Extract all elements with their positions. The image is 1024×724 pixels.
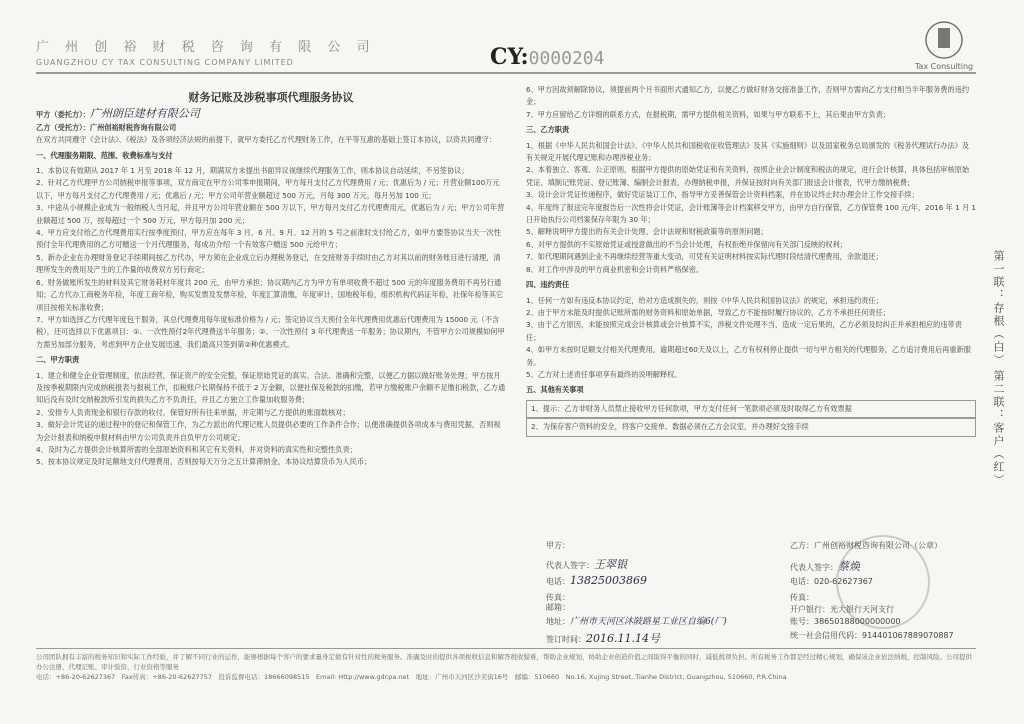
clause-2-5: 5、按本协议规定及时足额地支付代理费用，否则按每天万分之五计算滞纳金，本协议结算货币为人民币； xyxy=(36,457,372,467)
footer-description: 公司团队拥有丰富的税务知识和实际工作经验，并了解不同行业的运作，能够根据每个客户的要求量身定做有针对性的税务服务。准确及时的提供各项税收信息和解答税收疑难，帮助企业规划，协助企业创造价值之间取得平衡的同时，减低税项负担。所有税务工作都是经过精心规划，确保该企业依法纳税，控制风险。公司提供办公注册、代理记账、审计验资、行业资格等服务 xyxy=(36,648,976,672)
sign-date: 签订时间：2016.11.14号 xyxy=(546,632,660,645)
party-b-fax: 传真： xyxy=(790,593,814,602)
doc-no: 0000204 xyxy=(528,48,605,69)
logo-sub: Tax Consulting xyxy=(914,62,974,71)
clause-3-6: 6、对甲方提供的不实原始凭证或授意做出的不当会计处理，有权拒绝并保留向有关部门反映的权利； xyxy=(526,239,847,249)
clause-2-3: 3、做好会计凭证的递过程中的登记和保管工作，为乙方派出的代理记账人员提供必要的工作条件合作；以便准确提供各项成本与费用凭据，否则视为会计报表和纳税申报材料由甲方公司负责并自负甲方公司规定； xyxy=(36,420,501,442)
clause-1-4: 4、甲方应支付给乙方代理费用实行按季度预付，甲方应在每年 3 月、6 月、9 月、12 月的 5 号之前准时支付给乙方，如甲方要签协议当天一次性预付全年代理费用的乙方可赠送一个月代理服务，每成功介绍一个有效客户赠送 500 元给甲方； xyxy=(36,228,501,250)
note-2: 2、为保存客户资料的安全，将客户交接单、数据必须在乙方会议室，并办理好交接手续 xyxy=(526,418,976,436)
party-a-signature: 王翠银 xyxy=(594,558,627,571)
section-5-title: 五、其他有关事项 xyxy=(526,385,584,395)
copy-label-1: 第一联：存根（白） xyxy=(992,250,1005,367)
clause-1-5: 5、新办企业在办理财务登记手续期间按乙方代办，甲方须在企业成立后办理税务登记，在交接财务手续时由乙方对其以前的财务账目进行清理，清理所发生的费用及产生的工作量的收费双方另行商定； xyxy=(36,252,501,275)
clause-1-6: 6、财务做账所发生的材料及其它财务耗材年度共 200 元，由甲方承担；协议期内乙方为甲方有单项收费不超过 500 元的年度服务费用不再另行通知；乙方代办工商税务年检，年度工商年检，购买发票及发票年检，年度汇算清缴，年度审计，国地税年检，组织机构代码证年检，社保年检等其它项目按相关标准收费； xyxy=(36,277,504,312)
intro: 在双方共同遵守《会计法》、《税法》及各项经济法规的前提下，就甲方委托乙方代理财务工作，在平等互惠的基础上签订本协议，以资共同遵守： xyxy=(36,135,496,145)
clause-3-5: 5、解释说明甲方提出的有关会计处理、会计法规和财税政策等的原则问题； xyxy=(526,227,768,237)
company-logo xyxy=(912,18,976,70)
clause-3-1: 1、根据《中华人民共和国会计法》、《中华人民共和国税收征收管理法》及其《实施细则》以及国家税务总局颁发的《税务代理试行办法》及有关规定开展代理记账和办理涉税业务； xyxy=(526,140,970,163)
clause-4-1: 1、任何一方如有违反本协议约定，给对方造成损失的，则按《中华人民共和国协议法》的规定，承担违约责任； xyxy=(526,295,883,305)
party-a-email: 邮箱： xyxy=(546,603,570,612)
logo-icon xyxy=(912,18,976,62)
right-column xyxy=(526,84,976,437)
party-a-rep: 代表人签字：王翠银 xyxy=(546,558,627,571)
party-b: 乙方（受托方）：广州创裕财税咨询有限公司 xyxy=(36,122,177,132)
clause-3-3: 3、设计会计凭证传递程序，做好凭证装订工作，指导甲方妥善保管会计资料档案，并在协议终止时办理会计工作交接手续； xyxy=(526,190,919,200)
clause-1-7: 7、甲方如选择乙方代理年度包干服务，其总代理费用每年度标准价格为 / 元；签定协议当天预付全年代理费用优惠后代理费用为 15000 元（不含税），还可选择以下优惠项目：①、一次性预付2年代理费送半年服务；②、一次性预付 3 年代理费送一年服务；协议期内，不管甲方公司规模如何甲方需另加部分服务，考虑到甲方企业发展迅速，我们最高只签到第②种优惠模式。 xyxy=(36,314,505,349)
clause-2-4: 4、及时为乙方提供会计核算所需的全部原始资料和其它有关资料，并对资料的真实性和完整性负责； xyxy=(36,444,357,454)
party-b-name: 广州创裕财税咨询有限公司 xyxy=(89,122,177,132)
company-name-en: GUANGZHOU CY TAX CONSULTING COMPANY LIMITED xyxy=(36,58,294,67)
clause-2-7: 7、甲方应留给乙方详细的联系方式，在报税期，需甲方提供相关资料，如果与甲方联系不上，其后果由甲方负责； xyxy=(526,109,890,119)
party-a: 甲方（委托方）：广州朗臣建材有限公司 xyxy=(36,107,200,121)
party-b-rep: 代表人签字：蔡焕 xyxy=(790,560,860,573)
section-1-title: 一、代理服务期限、范围、收费标准与支付 xyxy=(36,150,173,160)
note-1: 1、提示：乙方非财务人员禁止接收甲方任何款项，甲方支付任何一笔款项必须及时取得乙方有效票据 xyxy=(526,400,976,418)
left-column xyxy=(36,92,506,469)
agreement-title: 财务记账及涉税事项代理服务协议 xyxy=(188,91,354,104)
clause-3-7: 7、如代理期间遇到企业不再继续经营等重大变动，可凭有关证明材料按实际代理时段结清代理费用，余款退还； xyxy=(526,252,883,262)
party-b-credit-code: 统一社会信用代码：914401067889070887 xyxy=(790,631,954,640)
clause-3-4: 4、年度终了报送完年度报告后一次性将会计凭证，会计账簿等会计档案移交甲方，由甲方自行保管，乙方保管费 100 元/年，2016 年 1 月 1 日开始执行公司档案保存年限为 30 年； xyxy=(526,202,976,225)
clause-2-2: 2、安排专人负责现金和银行存款的收付，保管好所有往来单据，并定期与乙方提供的账面数核对； xyxy=(36,407,350,417)
copy-label-2: 第二联：客户（红） xyxy=(992,370,1005,487)
clause-4-5: 5、乙方对上述责任事项享有最终的说明解释权。 xyxy=(526,369,682,379)
clause-1-2: 2、针对乙方代理甲方公司纳税申报等事项，双方商定在甲方公司零申报期间，甲方每月支付乙方代理费用 / 元；优惠后为 / 元；月营业额100万元以下，甲方每月支付乙方代理费用 / 元；优惠后 / 元；甲方公司年营业额超过 500 万元，月每 300 万元，每月另加 100 元； xyxy=(36,178,500,200)
clause-2-1: 1、建立和健全企业管理制度，依法经营，保证资产的安全完整，保证原始凭证的真实、合法、准确和完整，以便乙方据以做好账务处理；甲方按月及按季税期限内完成纳税报表与报税工作，扣税账户长期保持不低于 2 万金额，以便社保及税款的扣缴，若甲方缴税账户余额不足缴扣税款，乙方通知后没有及时交纳税款所引发的损失乙方不负责任，并且乙方独立工作量加收服务费； xyxy=(36,370,506,405)
header-divider xyxy=(36,72,976,74)
clause-3-2: 2、本着独立、客观、公正原则，根据甲方提供的原始凭证和有关资料，按照企业会计制度和税法的规定，进行会计核算，具体包括审核原始凭证、填制记账凭证、登记账簿、编制会计报表，办理纳税申报，并保证按时向有关部门报送会计报表，代甲方缴纳税费； xyxy=(526,165,970,187)
section-4-title: 四、违约责任 xyxy=(526,280,570,290)
clause-4-2: 2、由于甲方未能及时提供记账所需的财务资料和原始单据，导致乙方不能按时履行协议的，乙方不承担任何责任； xyxy=(526,307,890,317)
party-b-phone: 电话：020-62627367 xyxy=(790,577,873,586)
clause-1-3: 3、中途从小规模企业成为一般纳税人当月起，并且甲方公司年营业额在 500 万以下，甲方每月支付乙方代理费用元，优惠后为 / 元；甲方公司年营业额超过 500 万，按每超过一个 500 万元，甲方每月加 200 元； xyxy=(36,203,505,225)
clause-2-6: 6、甲方因故须解除协议，须提前两个月书面形式通知乙方，以便乙方做好财务交接准备工作，否则甲方需向乙方支付相当半年服务费的违约金； xyxy=(526,85,970,107)
section-3-title: 三、乙方职责 xyxy=(526,125,570,135)
party-b-account: 账号：38650188000000000 xyxy=(790,617,901,626)
party-b-signature: 蔡焕 xyxy=(838,560,860,573)
party-a-name: 广州朗臣建材有限公司 xyxy=(89,107,200,121)
clause-4-4: 4、如甲方未按时足额支付相关代理费用，逾期超过60天及以上，乙方有权利停止提供一切与甲方相关的代理服务，乙方追讨费用后再重新服务。 xyxy=(526,345,971,367)
section-2-title: 二、甲方职责 xyxy=(36,355,80,365)
party-b-label: 乙方：广州创裕财税咨询有限公司（公章） xyxy=(790,541,942,550)
party-a-fax: 传真： xyxy=(546,593,570,602)
clause-1-1: 1、本协议有效期从 2017 年 1 月至 2018 年 12 月，期满双方未提出书面异议视继续代理服务工作，则本协议自动延续，不另签协议； xyxy=(36,166,469,176)
clause-3-8: 8、对工作中涉及的甲方商业机密和会计资料严格保密。 xyxy=(526,264,704,274)
cy-label: CY: xyxy=(490,44,529,70)
clause-4-3: 3、由于乙方原因，未能按照完成会计核算或会计核算不实，涉税文件处理不当，造成一定后果的，乙方必须及时纠正并承担相应的违带责任； xyxy=(526,320,962,342)
party-b-bank: 开户银行：光大银行天河支行 xyxy=(790,605,894,614)
company-name-cn: 广 州 创 裕 财 税 咨 询 有 限 公 司 xyxy=(36,40,376,55)
party-a-address: 地址：广州市天河区沐陂路星工业区自编6(厂) xyxy=(546,617,727,627)
party-a-label: 甲方： xyxy=(546,541,570,550)
footer-contacts: 电话：+86-20-62627367 Fax传真：+86-20-62627757 投诉监督电话：18666098515 Email: Http://www.gdcpa.net 地址：广州市天河区沙美街16号 邮编：510660 No.16, Xujing Street, Tianhe District, Guangzhou, 510660, P.R.China xyxy=(36,673,787,681)
party-a-phone: 电话：13825003869 xyxy=(546,574,647,587)
document-number xyxy=(490,44,604,70)
